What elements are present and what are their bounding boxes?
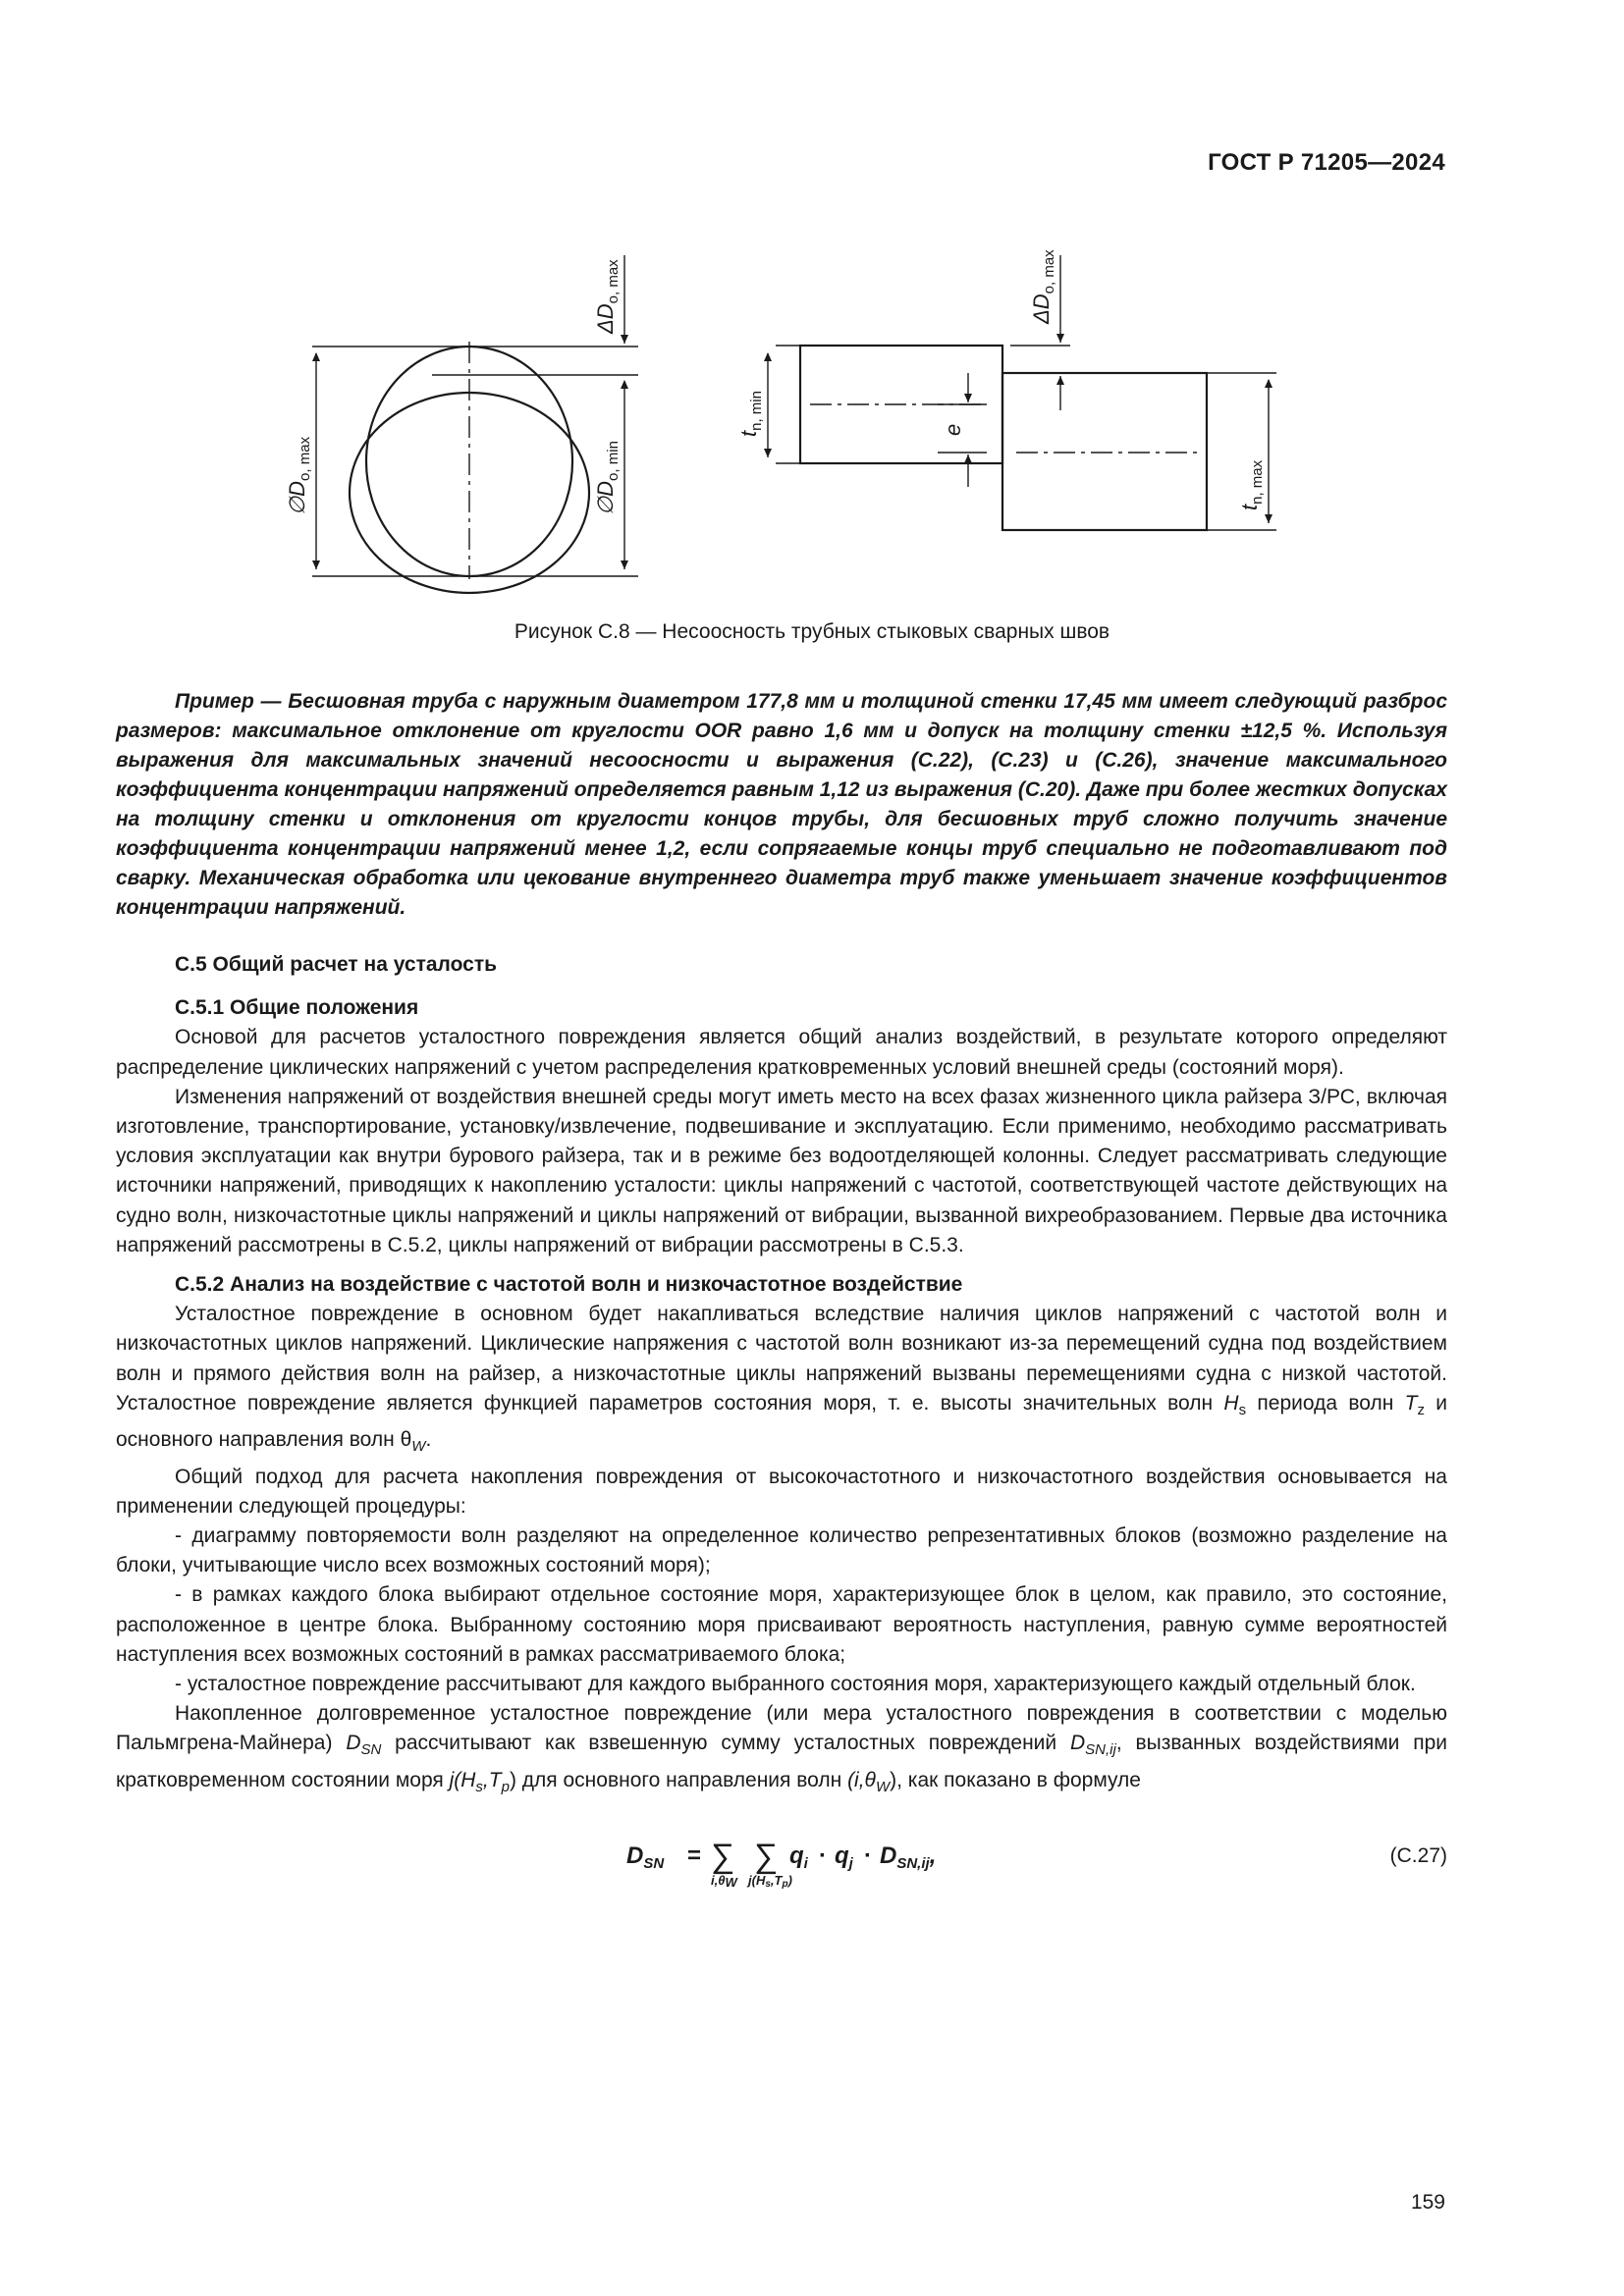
sigma-2-subscript: j(Hs,Tp)	[748, 1873, 792, 1891]
section-c5-title: С.5 Общий расчет на усталость	[175, 953, 498, 976]
equation-number: (С.27)	[1389, 1844, 1447, 1868]
label-dmax-left: $\emptyset D_{o, max}$	[285, 436, 313, 515]
formula-q-j: $q_j$	[835, 1842, 853, 1873]
misalignment-diagram	[0, 216, 1624, 628]
c52-list-item-1: - диаграмму повторяемости волн разделяют на определенное количество репрезентативных блоков (возможно разделение на блоки, учитывающие число всех возможных состояний моря);	[116, 1524, 1447, 1577]
page-number: 159	[1410, 2191, 1445, 2214]
section-c51-title: С.5.1 Общие положения	[175, 996, 419, 1020]
figure-c8	[0, 216, 1624, 628]
label-tmax: $t_{n, max}$	[1237, 459, 1266, 510]
formula-graphic	[626, 1820, 1039, 1898]
c51-paragraph-1: Основой для расчетов усталостного повреждения является общий анализ воздействий, в результате которого определяют распределение циклических напряжений с учетом распределения кратковременных условий внешней среды (состояний моря).	[116, 1026, 1447, 1079]
c52-paragraph-2: Общий подход для расчета накопления повреждения от высокочастотного и низкочастотного воздействия основывается на применении следующей процедуры:	[116, 1465, 1447, 1518]
pipe-wall-right	[1002, 373, 1207, 530]
sigma-1: ∑	[711, 1838, 735, 1876]
c52-paragraph-3: Накопленное долговременное усталостное повреждение (или мера усталостного повреждения в соответствии с моделью Пальмгрена-Майнера) $D_{SN}$ рассчитывают как взвешенную сумму усталостных повреждений $D_{SN,ij}$, вызванных воздействиями при кратковременном состоянии моря $j(H_s,T_p)$ для основного направления волн $(i,\theta_W)$, как показано в формуле	[116, 1702, 1447, 1796]
formula-c27	[116, 1820, 1447, 1898]
label-delta-dmax-right: $\Delta D_{o, max}$	[1029, 249, 1057, 324]
figure-caption: Рисунок С.8 — Несоосность трубных стыковых сварных швов	[514, 620, 1110, 643]
formula-dot-1: ·	[819, 1842, 827, 1870]
c51-paragraph-2: Изменения напряжений от воздействия внешней среды могут иметь место на всех фазах жизненного цикла райзера З/РС, включая изготовление, транспортирование, установку/извлечение, подвешивание и эксплуатацию. Если применимо, необходимо рассматривать условия эксплуатации как внутри бурового райзера, так и в режиме без водоотделяющей колонны. Следует рассматривать следующие источники напряжений, приводящих к накоплению усталости: циклы напряжений с частотой, соответствующей частоте действующих на судно волн, низкочастотные циклы напряжений и циклы напряжений от вибрации, вызванной вихреобразованием. Первые два источника напряжений рассмотрены в С.5.2, циклы напряжений от вибрации рассмотрены в С.5.3.	[116, 1085, 1447, 1256]
sigma-2: ∑	[754, 1838, 779, 1876]
formula-equals: =	[687, 1842, 702, 1870]
label-tmin: $t_{n, min}$	[736, 391, 765, 437]
example-paragraph: Пример — Бесшовная труба с наружным диаметром 177,8 мм и толщиной стенки 17,45 мм имеет следующий разброс размеров: максимальное отклонение от круглости OOR равно 1,6 мм и допуск на толщину стенки ±12,5 %. Используя выражения для максимальных значений несоосности и выражения (С.22), (С.23) и (С.26), значение максимального коэффициента концентрации напряжений определяется равным 1,12 из выражения (С.20). Даже при более жестких допусках на толщину стенки и отклонения от круглости концов трубы, для бесшовных труб сложно получить значение коэффициента концентрации напряжений менее 1,2, если сопрягаемые концы труб специально не подготавливают под сварку. Механическая обработка или цекование внутреннего диаметра труб также уменьшает значение коэффициентов концентрации напряжений.	[116, 690, 1447, 919]
ovality-view	[312, 255, 638, 593]
label-dmin: $\emptyset D_{o, min}$	[593, 441, 622, 515]
sigma-1-subscript: i,θW	[711, 1873, 737, 1891]
label-delta-dmax: $\Delta D_{o, max}$	[593, 259, 622, 334]
offset-view	[768, 255, 1276, 530]
c52-list-item-2: - в рамках каждого блока выбирают отдельное состояние моря, характеризующее блок в целом, как правило, это состояние, расположенное в центре блока. Выбранному состоянию моря присваивают вероятность наступления, равную сумме вероятностей наступления всех возможных состояний в рамках рассматриваемого блока;	[116, 1583, 1447, 1666]
formula-dot-2: ·	[864, 1842, 872, 1870]
label-e: e	[941, 423, 965, 436]
document-header: ГОСТ Р 71205—2024	[1208, 149, 1445, 176]
section-c52-title: С.5.2 Анализ на воздействие с частотой волн и низкочастотное воздействие	[175, 1273, 963, 1297]
formula-d-snij: $D_{SN,ij}$,	[880, 1842, 937, 1873]
main-content	[116, 687, 1447, 1898]
c52-list-item-3: - усталостное повреждение рассчитывают для каждого выбранного состояния моря, характеризующего каждый отдельный блок.	[175, 1673, 1416, 1696]
c52-paragraph-1: Усталостное повреждение в основном будет накапливаться вследствие наличия циклов напряжений с частотой волн и низкочастотных циклов напряжений. Циклические напряжения с частотой волн возникают из-за перемещений судна под воздействием волн и прямого действия волн на райзер, а низкочастотные циклы напряжений вызваны перемещениями судна с низкой частотой. Усталостное повреждение является функцией параметров состояния моря, т. е. высоты значительных волн $H_s$ периода волн $T_z$ и основного направления волн $\theta_W$.	[116, 1303, 1447, 1456]
formula-q-i: $q_i$	[789, 1842, 808, 1873]
formula-lhs: $D_{SN}$	[626, 1842, 665, 1873]
